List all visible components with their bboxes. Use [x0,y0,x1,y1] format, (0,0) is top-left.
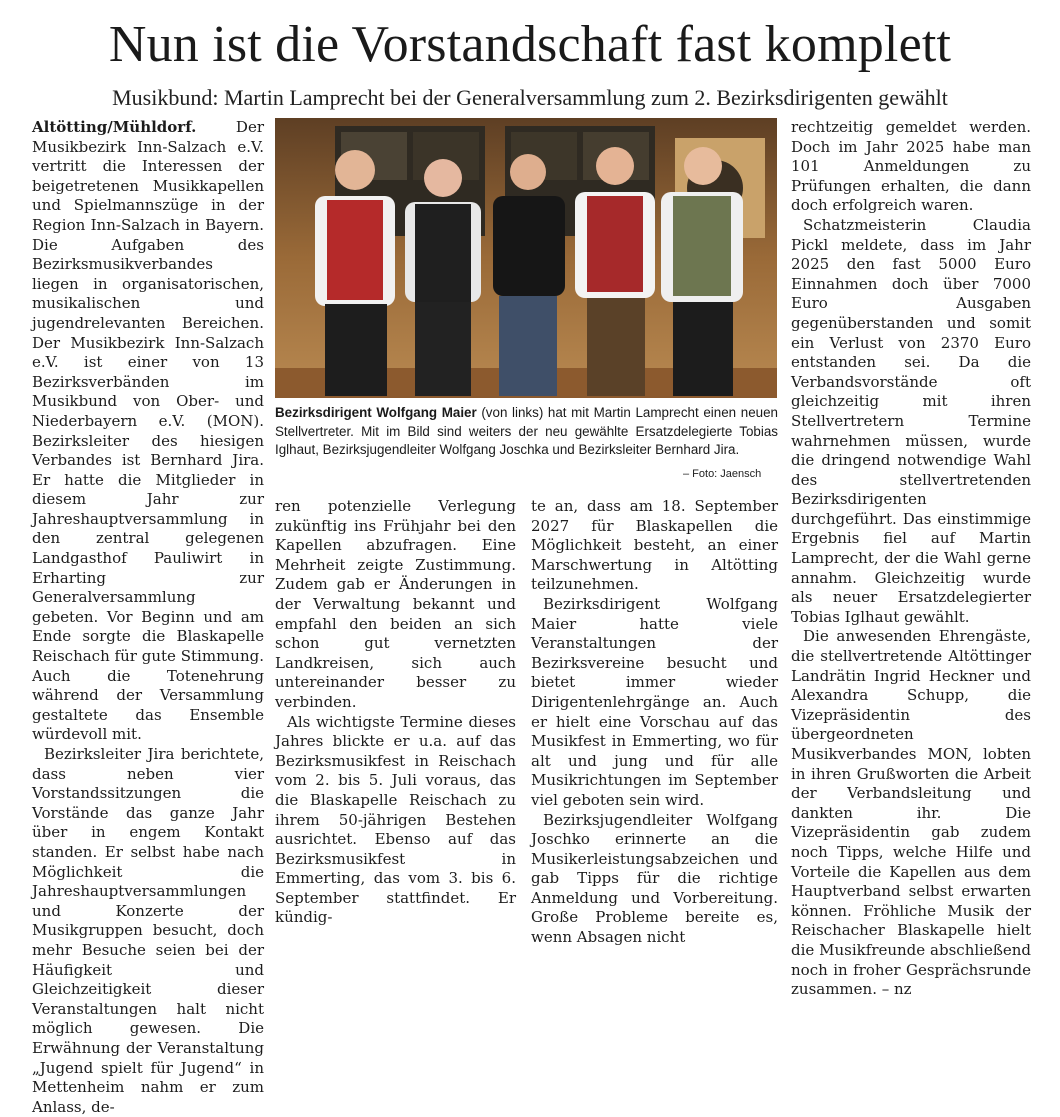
paragraph: Bezirksjugendleiter Wolfgang Joschko erinnerte an die Musikerleistungsabzeichen und gab Tipps für die richtige Anmeldung und Vorbereitung. Große Probleme bereite es, wenn Absagen nicht [531,810,778,947]
paragraph: Bezirksdirigent Wolfgang Maier hatte viele Veranstaltungen der Bezirksvereine besucht und bietet immer wieder Dirigentenlehrgänge an. Auch er hielt eine Vorschau auf das Musikfest in Emmerting, wo für alt und jung und für alle Musikrichtungen im September viel geboten sein wird. [531,594,778,809]
paragraph: Altötting/Mühldorf. Der Musikbezirk Inn-Salzach e.V. vertritt die Interessen der beigetretenen Musikkapellen und Spielmannszüge in der Region Inn-Salzach in Bayern. Die Aufgaben des Bezirksmusikverbandes liegen in organisatorischen, musikalischen und jugendrelevanten Bereichen. Der Musikbezirk Inn-Salzach e.V. ist einer von 13 Bezirksverbänden im Musikbund von Ober- und Niederbayern e.V. (MON). Bezirksleiter des hiesigen Verbandes ist Bernhard Jira. Er hatte die Mitglieder in diesem Jahr zur Jahreshauptversammlung in den zentral gelegenen Landgasthof Pauliwirt in Erharting zur Generalversammlung gebeten. Vor Beginn und am Ende sorgte die Blaskapelle Reischach für gute Stimmung. Auch die Totenehrung während der Versammlung gestaltete das Ensemble würdevoll mit. [32,118,264,744]
subheadline: Musikbund: Martin Lamprecht bei der Generalversammlung zum 2. Bezirksdirigenten gewählt [112,85,948,110]
photo-caption [275,404,778,460]
paragraph: ren potenzielle Verlegung zukünftig ins Frühjahr bei den Kapellen abzufragen. Eine Mehrheit zeigte Zustimmung. Zudem gab er Änderungen in der Verwaltung bekannt und empfahl den beiden an sich schon gut vernetzten Landkreisen, sich auch untereinander besser zu verbinden. [275,497,516,711]
paragraph: rechtzeitig gemeldet werden. Doch im Jahr 2025 habe man 101 Anmeldungen zu Prüfungen erhalten, die dann doch erfolgreich waren. [791,118,1031,215]
dateline: Altötting/Mühldorf. [32,118,197,136]
article-column-1 [32,118,264,1117]
group-photo [275,118,777,398]
paragraph: Als wichtigste Termine dieses Jahres blickte er u.a. auf das Bezirksmusikfest in Reischach vom 2. bis 5. Juli voraus, das die Blaskapelle Reischach zu ihrem 50-jährigen Bestehen ausrichtet. Ebenso auf das Bezirksmusikfest in Emmerting, das vom 3. bis 6. September stattfindet. Er kündig- [275,712,516,927]
headline: Nun ist die Vorstandschaft fast komplett [108,16,952,73]
paragraph: te an, dass am 18. September 2027 für Blaskapellen die Möglichkeit besteht, an einer Marschwertung in Altötting teilzunehmen. [531,497,778,594]
article-column-3 [531,497,778,948]
paragraph: Die anwesenden Ehrengäste, die stellvertretende Altöttinger Landrätin Ingrid Heckner und Alexandra Schupp, die Vizepräsidentin des übergeordneten Musikverbandes MON, lobten in ihren Grußworten die Arbeit der Verbandsleitung und dankten ihr. Die Vizepräsidentin gab zudem noch Tipps, welche Hilfe und Vorteile die Kapellen aus dem Hauptverband selbst erwarten können. Fröhliche Musik der Reischacher Blaskapelle hielt die Musikfreunde abschließend noch in froher Gesprächsrunde zusammen. – nz [791,627,1031,999]
article-column-4 [791,118,1031,1000]
group-photo-image [275,118,777,398]
article-column-2 [275,497,516,928]
caption-bold: Bezirksdirigent Wolfgang Maier [275,405,477,420]
caption-text: (von links) hat mit Martin Lamprecht einen neuen Stellvertreter. Mit im Bild sind weiters der neu gewählte Ersatzdelegierte Tobias Iglhaut, Bezirksjugendleiter Wolfgang Joschka und Bezirksleiter Bernhard Jira. [275,405,778,458]
paragraph: Bezirksleiter Jira berichtete, dass neben vier Vorstandssitzungen die Vorstände das ganze Jahr über in engem Kontakt standen. Er selbst habe nach Möglichkeit die Jahreshauptversammlungen und Konzerte der Musikgruppen besucht, doch mehr Besuche seien bei der Häufigkeit und Gleichzeitigkeit dieser Veranstaltungen halt nicht möglich gewesen. Die Erwähnung der Veranstaltung „Jugend spielt für Jugend“ in Mettenheim nahm er zum Anlass, de- [32,745,264,1116]
photo-credit: – Foto: Jaensch [683,468,762,480]
paragraph: Schatzmeisterin Claudia Pickl meldete, dass im Jahr 2025 den fast 5000 Euro Einnahmen doch über 7000 Euro Ausgaben gegenüberstanden und somit ein Verlust von 2370 Euro entstanden sei. Da die Verbandsvorstände oft gleichzeitig mit ihren Stellvertretern Termine wahrnehmen müssen, wurde die dringend notwendige Wahl des stellvertretenden Bezirksdirigenten durchgeführt. Das einstimmige Ergebnis fiel auf Martin Lamprecht, der die Wahl gerne annahm. Gleichzeitig wurde als neuer Ersatzdelegierter Tobias Iglhaut gewählt. [791,215,1031,626]
